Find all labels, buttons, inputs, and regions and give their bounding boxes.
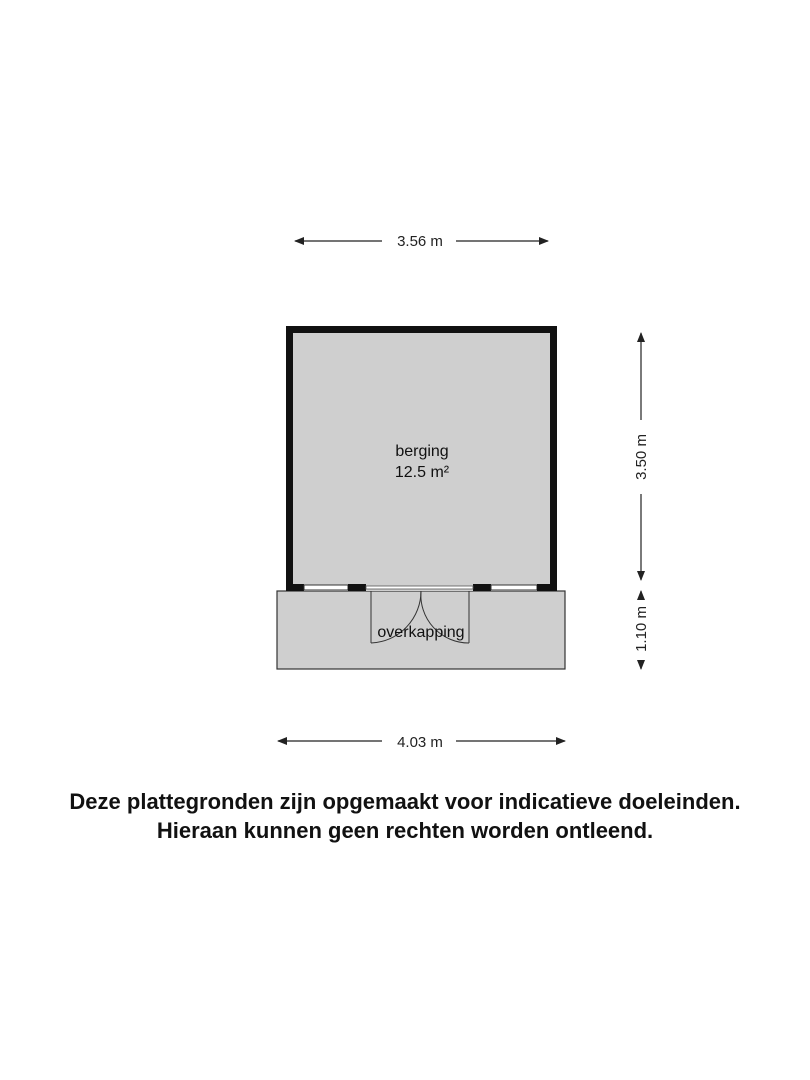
dimension-label: 1.10 m <box>633 606 650 652</box>
room-name-overkapping: overkapping <box>377 624 465 641</box>
dimension-label: 4.03 m <box>397 734 443 751</box>
berging-wall-top <box>286 326 557 333</box>
room-area-berging: 12.5 m² <box>394 464 450 481</box>
wall-segment <box>537 584 557 591</box>
berging-wall-left <box>286 326 293 591</box>
window <box>304 585 348 590</box>
dimension-right-canopy <box>633 591 650 669</box>
dimension-right-depth <box>633 333 650 580</box>
berging-floor <box>291 331 552 591</box>
wall-segment <box>286 584 304 591</box>
dimension-label: 3.50 m <box>633 434 650 480</box>
door-opening <box>366 586 473 589</box>
dimension-bottom-width <box>278 734 565 751</box>
window <box>491 585 537 590</box>
wall-segment <box>473 584 491 591</box>
disclaimer-line-1: Deze plattegronden zijn opgemaakt voor indicatieve doeleinden. <box>69 789 741 814</box>
disclaimer-line-2: Hieraan kunnen geen rechten worden ontleend. <box>156 818 654 843</box>
dimension-top-width <box>295 233 548 250</box>
dimension-label: 3.56 m <box>397 233 443 250</box>
room-name-berging: berging <box>395 443 449 460</box>
wall-segment <box>348 584 366 591</box>
berging-wall-right <box>550 326 557 591</box>
